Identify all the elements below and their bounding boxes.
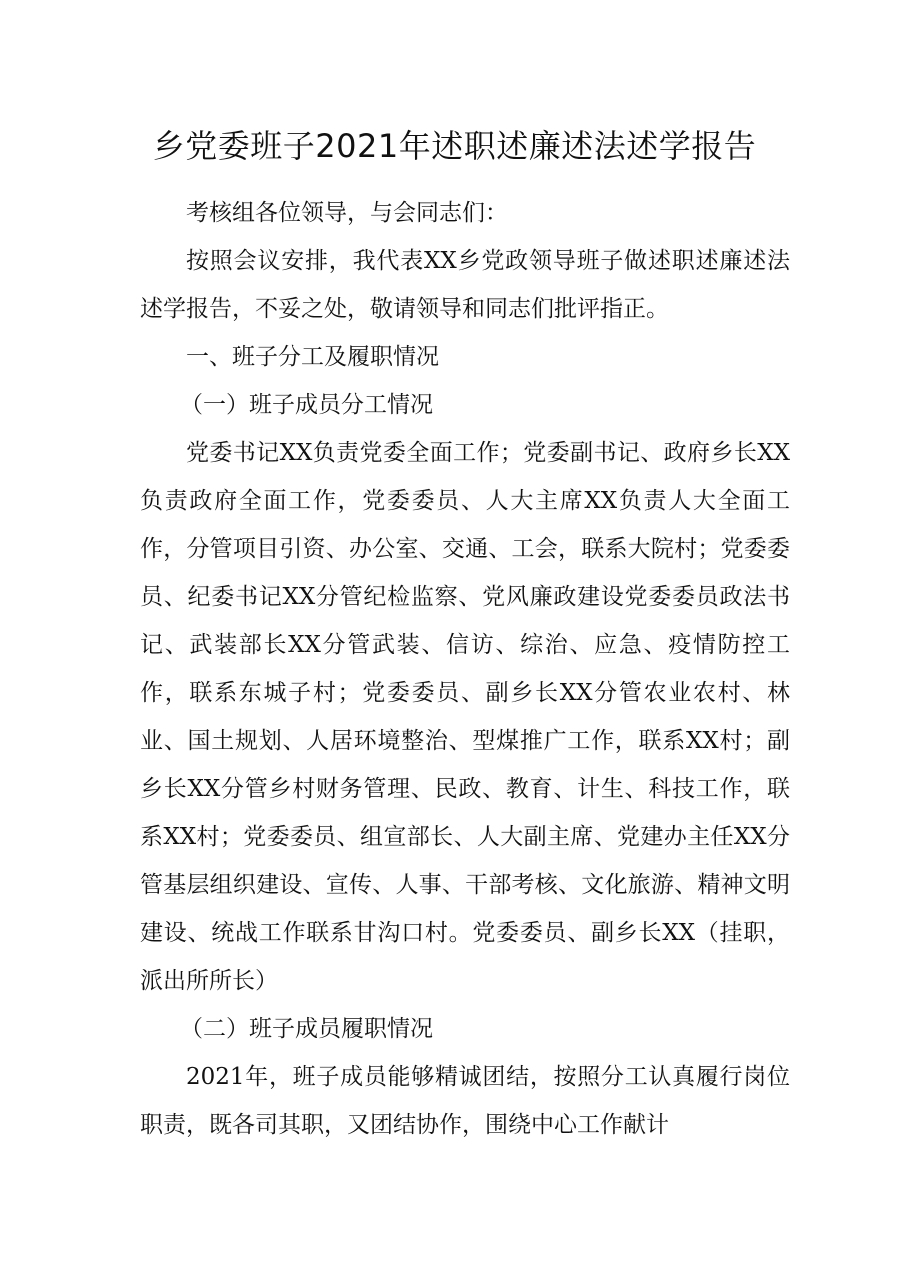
intro-paragraph: 按照会议安排，我代表XX乡党政领导班子做述职述廉述法述学报告，不妥之处，敬请领导和同志们批评指正。 [140,248,790,322]
subsection-heading: （一）班子成员分工情况 [180,392,433,418]
document-body [140,189,790,1149]
document-title: 乡党委班子2021年述职述廉述法述学报告 [152,127,757,165]
greeting-paragraph: 考核组各位领导，与会同志们： [186,200,508,226]
subsection-heading: （二）班子成员履职情况 [180,1016,433,1042]
division-of-work-paragraph: 党委书记XX负责党委全面工作；党委副书记、政府乡长XX负责政府全面工作，党委委员、人大主席XX负责人大全面工作，分管项目引资、办公室、交通、工会，联系大院村；党委委员、纪委书记XX分管纪检监察、党风廉政建设党委委员政法书记、武装部长XX分管武装、信访、综治、应急、疫情防控工作，联系东城子村；党委委员、副乡长XX分管农业农村、林业、国土规划、人居环境整治、型煤推广工作，联系XX村；副乡长XX分管乡村财务管理、民政、教育、计生、科技工作，联系XX村；党委委员、组宣部长、人大副主席、党建办主任XX分管基层组织建设、宣传、人事、干部考核、文化旅游、精神文明建设、统战工作联系甘沟口村。党委委员、副乡长XX（挂职，派出所所长） [140,440,790,994]
section-heading: 一、班子分工及履职情况 [186,344,439,370]
performance-paragraph: 2021年，班子成员能够精诚团结，按照分工认真履行岗位职责，既各司其职，又团结协作，围绕中心工作献计 [140,1064,790,1138]
